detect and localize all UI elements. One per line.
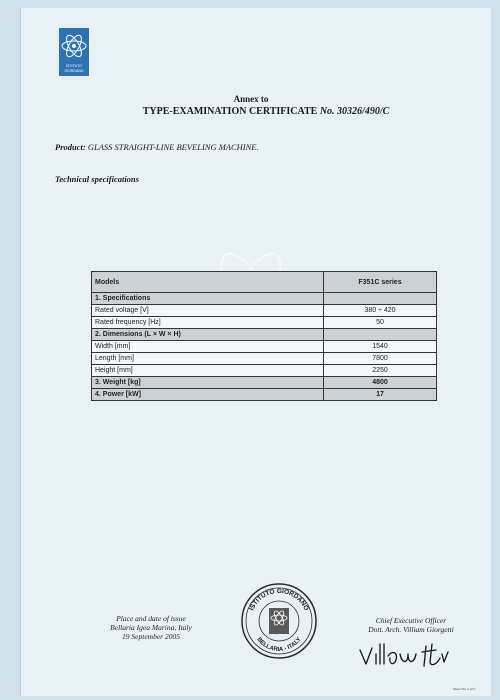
table-row: [92, 377, 437, 389]
officer-block: [336, 616, 486, 634]
spec-value: 1540: [324, 341, 437, 353]
specifications-table: [91, 271, 437, 401]
spec-label: Rated frequency [Hz]: [92, 317, 324, 329]
place-location: Bellaria Igea Marina, Italy: [110, 623, 192, 632]
spec-label: Length [mm]: [92, 353, 324, 365]
certificate-page: [20, 8, 491, 696]
technical-specifications-heading: Technical specifications: [55, 174, 139, 184]
table-row: [92, 329, 437, 341]
logo-text-line2: GIORDANO: [64, 68, 84, 73]
place-and-date: [81, 614, 221, 641]
spec-label: Height [mm]: [92, 365, 324, 377]
models-header-label: Models: [92, 272, 324, 293]
table-row: [92, 341, 437, 353]
seal-bottom-text: BELLARIA - ITALY: [255, 636, 303, 654]
officer-signature: [356, 640, 456, 670]
annex-label: Annex to: [233, 94, 269, 104]
models-header-value: F351C series: [324, 272, 437, 293]
spec-label: 1. Specifications: [92, 293, 324, 305]
spec-value: 380 ÷ 420: [324, 305, 437, 317]
officer-title: Chief Executive Officer: [375, 616, 447, 625]
table-row: [92, 365, 437, 377]
logo-text-line1: ISTITUTO: [66, 64, 82, 68]
spec-label: 3. Weight [kg]: [92, 377, 324, 389]
issue-date: 19 September 2005: [122, 632, 180, 641]
table-header-row: [92, 272, 437, 293]
spec-value: 2250: [324, 365, 437, 377]
officer-name: Dott. Arch. Villiam Giorgetti: [368, 625, 454, 634]
spec-value: 17: [324, 389, 437, 401]
istituto-giordano-seal: [239, 581, 319, 666]
logo-text: [59, 64, 89, 73]
atom-icon: [59, 28, 89, 64]
spec-label: 4. Power [kW]: [92, 389, 324, 401]
certificate-number: No. 30326/490/C: [319, 106, 390, 117]
table-row: [92, 353, 437, 365]
spec-value: 50: [324, 317, 437, 329]
table-row: [92, 293, 437, 305]
table-row: [92, 317, 437, 329]
product-value: GLASS STRAIGHT-LINE BEVELING MACHINE.: [87, 142, 259, 152]
product-line: [55, 142, 259, 152]
svg-text:BELLARIA - ITALY: [255, 637, 302, 654]
istituto-giordano-logo: [59, 28, 89, 76]
spec-label: 2. Dimensions (L × W × H): [92, 329, 324, 341]
spec-value: 4800: [324, 377, 437, 389]
table-row: [92, 305, 437, 317]
place-label: Place and date of issue: [116, 614, 186, 623]
product-label: Product:: [55, 142, 86, 152]
certificate-prefix: TYPE-EXAMINATION CERTIFICATE: [142, 106, 318, 117]
spec-value: 7800: [324, 353, 437, 365]
spec-value: [324, 293, 437, 305]
sheet-number: Sheet No. 2 of 2: [453, 687, 476, 691]
seal-top-text: ISTITUTO GIORDANO: [248, 587, 310, 612]
certificate-title: [1, 106, 500, 117]
spec-value: [324, 329, 437, 341]
seal-icon: [239, 581, 319, 661]
spec-label: Rated voltage [V]: [92, 305, 324, 317]
table-row: [92, 389, 437, 401]
spec-label: Width [mm]: [92, 341, 324, 353]
